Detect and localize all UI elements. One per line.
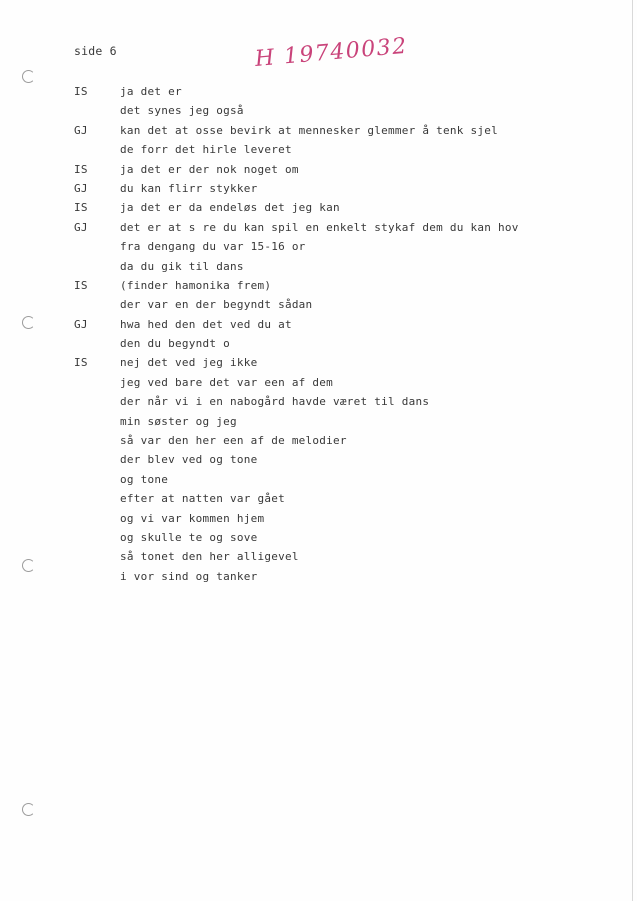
transcript-line [74,392,594,411]
line-text: den du begyndt o [120,337,230,351]
line-text: i vor sind og tanker [120,569,258,583]
speaker-label: GJ [74,123,88,137]
line-text: hwa hed den det ved du at [120,317,292,331]
punch-hole-2 [22,316,35,329]
line-text: så var den her een af de melodier [120,434,347,448]
speaker-label: GJ [74,317,88,331]
line-text: og skulle te og sove [120,530,258,544]
line-text: ja det er da endeløs det jeg kan [120,201,340,215]
punch-hole-3 [22,559,35,572]
speaker-label: IS [74,356,88,370]
line-text: det er at s re du kan spil en enkelt stykaf dem du kan hov [120,220,519,234]
transcript-line [74,373,594,392]
transcript-line [74,276,594,295]
speaker-label: IS [74,278,88,292]
transcript-line [74,470,594,489]
line-text: der var en der begyndt sådan [120,298,313,312]
line-text: og tone [120,472,169,486]
punch-hole-1 [22,70,35,83]
transcript-line [74,334,594,353]
transcript-line [74,237,594,256]
line-text: du kan flirr stykker [120,181,258,195]
transcript-line [74,567,594,586]
handwritten-archive-number: H 19740032 [253,33,409,72]
transcript-line [74,528,594,547]
line-text: jeg ved bare det var een af dem [120,375,334,389]
transcript-line [74,101,594,120]
line-text: min søster og jeg [120,414,237,428]
line-text: ja det er [120,85,182,98]
transcript-line [74,412,594,431]
line-text: så tonet den her alligevel [120,550,299,564]
transcript-line [74,489,594,508]
line-text: ja det er der nok noget om [120,162,299,176]
speaker-label: GJ [74,220,88,234]
transcript-line [74,450,594,469]
transcript-line [74,257,594,276]
transcript-line [74,353,594,372]
transcript-line [74,509,594,528]
speaker-label: IS [74,162,88,176]
transcript-line [74,179,594,198]
transcript-line [74,121,594,140]
transcript-line [74,82,594,101]
transcript-line [74,198,594,217]
line-text: der når vi i en nabogård havde været til dans [120,395,430,409]
speaker-label: IS [74,201,88,215]
page-edge-line [632,0,633,901]
transcript-line [74,547,594,566]
page-number: side 6 [74,44,117,58]
line-text: kan det at osse bevirk at mennesker glemmer å tenk sjel [120,123,498,137]
transcript-line [74,431,594,450]
line-text: fra dengang du var 15-16 or [120,240,306,254]
transcript-line [74,295,594,314]
transcript-line [74,315,594,334]
transcript-line [74,140,594,159]
line-text: da du gik til dans [120,259,244,273]
line-text: der blev ved og tone [120,453,258,467]
speaker-label: GJ [74,181,88,195]
line-text: efter at natten var gået [120,492,285,506]
transcript-line [74,218,594,237]
line-text: de forr det hirle leveret [120,143,292,157]
line-text: det synes jeg også [120,104,244,118]
transcript-body [74,82,594,586]
line-text: og vi var kommen hjem [120,511,265,525]
line-text: nej det ved jeg ikke [120,356,258,370]
punch-hole-4 [22,803,35,816]
transcript-line [74,160,594,179]
speaker-label: IS [74,85,88,98]
line-text: (finder hamonika frem) [120,278,272,292]
